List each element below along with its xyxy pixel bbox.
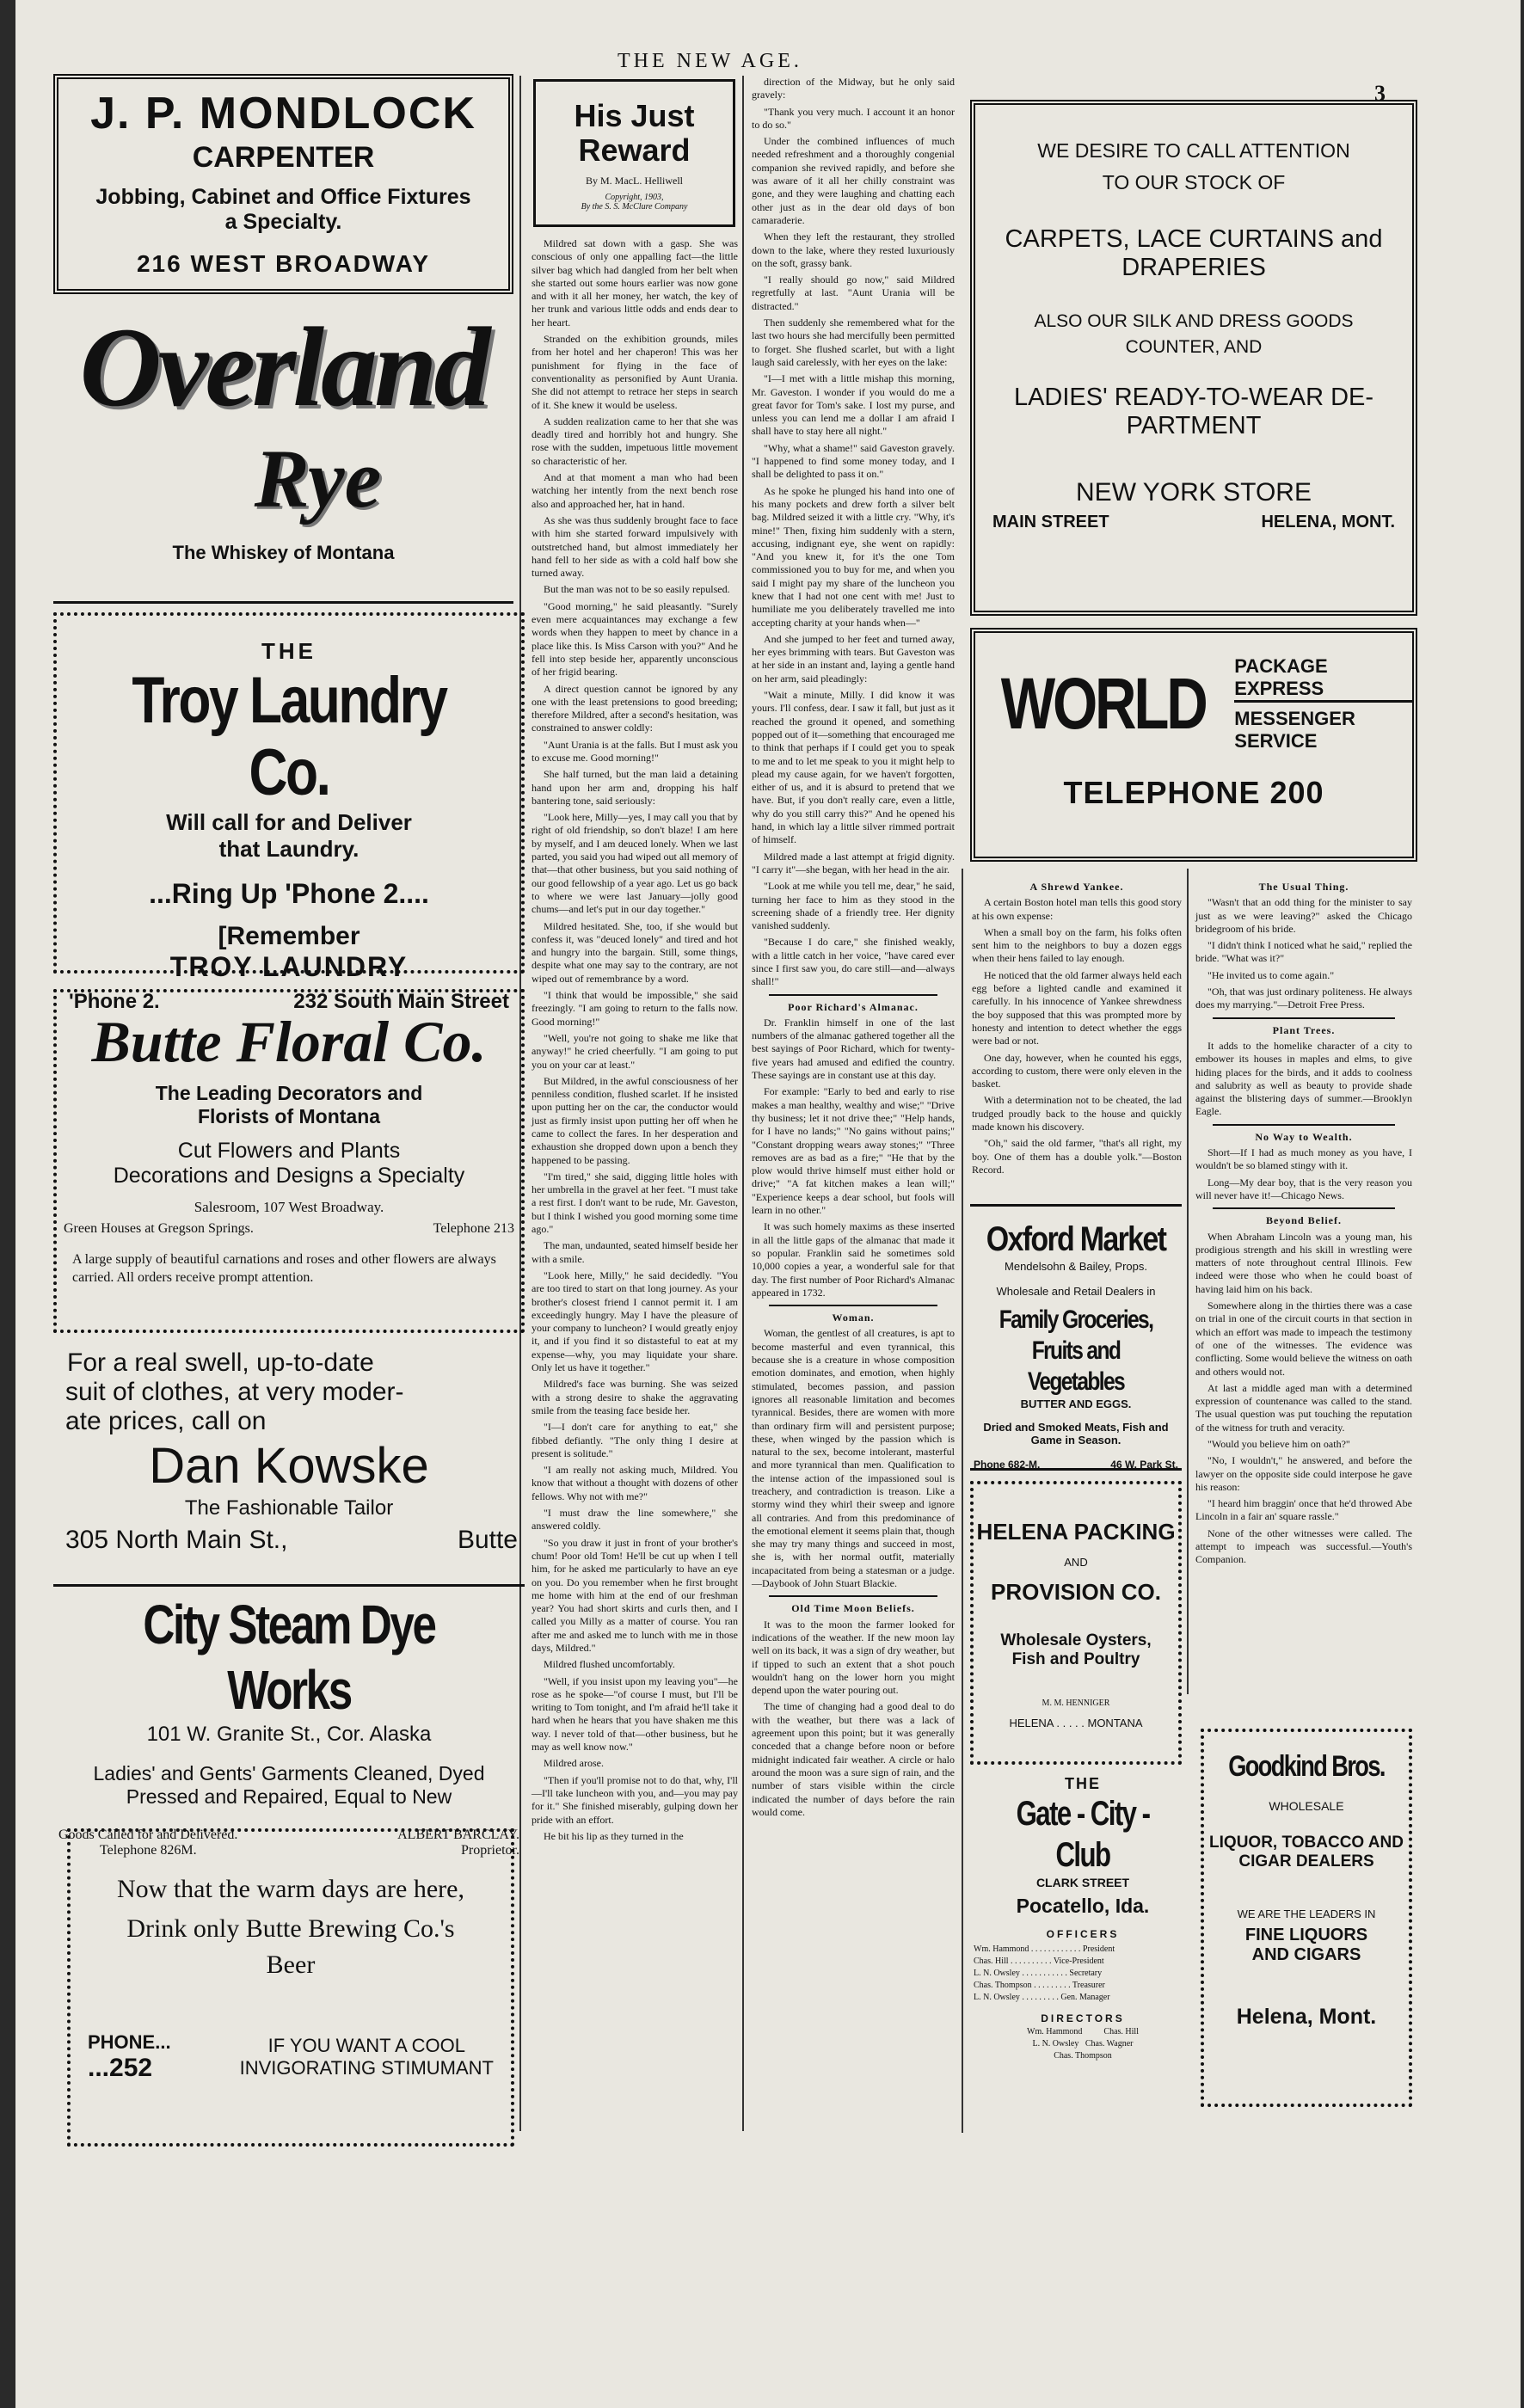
ad-line: Will call for and Deliver xyxy=(166,809,412,835)
ad-line: CIGAR DEALERS xyxy=(1238,1852,1374,1870)
paragraph: "Why, what a shame!" said Gaveston gravely. "I happened to find some money today, and I shall be delighted to pass it on." xyxy=(752,441,955,481)
ad-line: Family Groceries, xyxy=(999,1305,1153,1334)
ad-prop-title: Proprietor. xyxy=(461,1843,519,1858)
ad-kowske xyxy=(53,1348,525,1581)
paragraph: With a determination not to be cheated, the lad trudged proudly back to the house and quickly made known his discovery. xyxy=(972,1094,1182,1133)
ad-butte-brewing xyxy=(67,1828,514,2147)
short-items-right xyxy=(1195,875,1412,1691)
ad-tagline: The Whiskey of Montana xyxy=(172,542,395,563)
ad-trade: The Fashionable Tailor xyxy=(184,1496,394,1520)
paragraph: "I'm tired," she said, digging little holes with her umbrella in the gravel at her feet. "I must take a rest first. I don't want to be rude, Mr. Gaveston, but I think I wished you good morning some time ago." xyxy=(532,1170,738,1236)
paragraph: "Wait a minute, Milly. I did know it was yours. I'll confess, dear. I saw it fall, but just as it reached the ground it opened, and something popped out of it—something that encouraged me to think that perhaps if I could get you to speak to me and to let me speak to you it might help to plead my cause again, for we haven't forgotten, either of us, and it is absurd to pretend that we have. But, if you don't really care, even a little, why do you still carry this?" And he opened his hand, in which lay a little silver rimmed portrait of himself. xyxy=(752,689,955,846)
ad-city-steam-dye xyxy=(53,1584,525,1858)
ad-line: that Laundry. xyxy=(218,836,359,862)
ad-oxford-market xyxy=(970,1204,1182,1471)
ad-the: THE xyxy=(1065,1775,1101,1792)
ad-line: suit of clothes, at very moder- xyxy=(65,1378,404,1406)
paragraph: "Oh," said the old farmer, "that's all right, my boy. One of them has a double yolk."—Boston Record. xyxy=(972,1137,1182,1176)
paragraph: It was to the moon the farmer looked for indications of the weather. If the new moon lay well on its back, it was a sign of dry weather, but if tipped to such an extent that a shot pouch wouldn't hang on the lower horn you might depend upon the water pouring out. xyxy=(752,1618,955,1697)
ad-name: Goodkind Bros. xyxy=(1228,1750,1385,1783)
ad-line: Fish and Poultry xyxy=(1011,1650,1140,1668)
column-divider xyxy=(742,76,744,2131)
paragraph: Under the combined influences of much needed refreshment and a thoroughly congenial companion she revived rapidly, and before she was aware of it all her chilly constraint was gone, and they were laughing and chatting each other just as in the dear old days of bon camaraderie. xyxy=(752,135,955,226)
roster-entry: Wm. Hammond Chas. Hill xyxy=(1027,2027,1139,2036)
story-column-1 xyxy=(532,237,738,2135)
ad-line: ate prices, call on xyxy=(65,1407,267,1435)
ad-line: Now that the warm days are here, xyxy=(116,1875,464,1903)
ad-name: Oxford Market xyxy=(986,1220,1166,1258)
paragraph: "Wasn't that an odd thing for the minister to say just as we were leaving?" asked the Chicago bridegroom of his bride. xyxy=(1195,896,1412,935)
paragraph: A direct question cannot be ignored by any one with the least pretensions to good breeding; therefore Mildred, after a second's hesitation, was constrained to answer coldly: xyxy=(532,682,738,734)
paragraph: "Aunt Urania is at the falls. But I must ask you to excuse me. Good morning!" xyxy=(532,738,738,764)
ad-new-york-store xyxy=(970,100,1417,616)
ad-note: A large supply of beautiful carnations and roses and other flowers are always carried. All orders receive prompt attention. xyxy=(72,1252,496,1285)
paragraph: It adds to the homelike character of a city to embower its houses in maples and elms, to give hiding places for the birds, and it adds to coolness and salubrity as well as beauty to provide shade against the blistering days of summer.—Brooklyn Eagle. xyxy=(1195,1039,1412,1118)
ad-line: LIQUOR, TOBACCO AND xyxy=(1209,1834,1404,1852)
ad-line: Florists of Montana xyxy=(197,1105,381,1127)
article-heading: Poor Richard's Almanac. xyxy=(788,1000,919,1013)
ad-line: BUTTER AND EGGS. xyxy=(1020,1398,1132,1410)
story-title: Reward xyxy=(578,132,691,168)
ad-brand: Rye xyxy=(254,433,382,525)
paragraph: He noticed that the old farmer always held each egg before a lighted candle and examined it carefully. In his innocence of Yankee shrewdness the boy supposed that this was prompted more by honesty and intention to detect whether the eggs were bad or not. xyxy=(972,968,1182,1047)
paragraph: Long—My dear boy, that is the very reason you will never have it!—Chicago News. xyxy=(1195,1176,1412,1201)
ad-address: 216 WEST BROADWAY xyxy=(136,250,431,277)
paragraph: And she jumped to her feet and turned away, her eyes brimming with tears. But Gaveston was at her side in an instant and, laying a gentle hand on her arm, said pleadingly: xyxy=(752,632,955,685)
ad-beer: Beer xyxy=(266,1950,316,1979)
ad-line: a Specialty. xyxy=(224,210,342,234)
paragraph: "I think that would be impossible," she said freezingly. "I am going to return to the falls now. Good morning!" xyxy=(532,989,738,1028)
ad-name: Dan Kowske xyxy=(149,1438,429,1494)
ad-line: LADIES' READY-TO-WEAR DE- xyxy=(1013,384,1374,411)
paragraph: Woman, the gentlest of all creatures, is apt to become masterful and even tyrannical, this because she is a creature in whose composition emotion dominates, and emotion, when highly stimulated, becomes passion, and passion ignores all reasonable limitation and becomes tyrannical. Besides, there are women with more than ordinary firm will and persistent purpose; these, when winged by the passion which is natural to the sex, become intolerant, masterful and more tyrannical than men. Qualification to the intense action of the impassioned soul is treachery, and contradiction is treason. Like a stormy wind they whirl their sweep and ignore all contraries. And from this predominance of the emotional element it seems plain that, though she may try many things and succeed in most, she is, with her normal outfit, materially incapacitated from being a statesman or a judge.—Daybook of John Stuart Blackie. xyxy=(752,1327,955,1590)
ad-salesroom: Salesroom, 107 West Broadway. xyxy=(194,1199,384,1215)
ad-city: Butte xyxy=(457,1526,518,1554)
paragraph: A sudden realization came to her that she was deadly tired and horribly hot and hungry. She rose with the sudden, impetuous little movement so characteristic of her. xyxy=(532,415,738,467)
story-column-2 xyxy=(752,76,955,2135)
column-divider xyxy=(962,869,963,2133)
paragraph: "I must draw the line somewhere," she answered coldly. xyxy=(532,1507,738,1533)
ad-street: MAIN STREET xyxy=(992,513,1109,531)
paragraph: When Abraham Lincoln was a young man, his prodigious strength and his skill in wrestling were matters of note throughout central Illinois. Few indeed were those who when he could boast of having laid him on his back. xyxy=(1195,1230,1412,1295)
paragraph: Mildred hesitated. She, too, if she would but confess it, was "deuced lonely" and tired and hot and hungry into the bargain. Still, some things, despite what one may say to the contrary, are not wiped out of remembrance by a word. xyxy=(532,919,738,985)
page-number: 3 xyxy=(1374,81,1386,106)
paragraph: Stranded on the exhibition grounds, miles from her hotel and her chaperon! This was her punishment for flying in the face of conventionality as personified by Aunt Urania. She did not attempt to retrace her steps in search of it. She knew it would be useless. xyxy=(532,333,738,411)
ad-line: WHOLESALE xyxy=(1269,1799,1344,1813)
paragraph: The man, undaunted, seated himself beside her with a smile. xyxy=(532,1239,738,1265)
ad-troy-laundry xyxy=(53,612,525,1013)
article-heading: Old Time Moon Beliefs. xyxy=(791,1602,915,1615)
ad-line: Wholesale Oysters, xyxy=(1000,1631,1152,1649)
ad-trade: CARPENTER xyxy=(192,141,375,174)
paragraph: None of the other witnesses were called. The attempt to impeach was successful.—Youth's Companion. xyxy=(1195,1526,1412,1566)
short-items-left xyxy=(972,875,1182,1202)
roster-entry: Chas. Thompson xyxy=(1054,2051,1112,2061)
article-divider xyxy=(769,1595,937,1597)
roster-entry: Chas. Hill . . . . . . . . . . Vice-President xyxy=(974,1956,1104,1966)
paragraph: At last a middle aged man with a determined expression of countenance was called to the stand. The usual question was put touching the reputation of the witness for truth and veracity. xyxy=(1195,1381,1412,1434)
ad-telephone: Telephone 826M. xyxy=(100,1843,197,1858)
ad-line: Decorations and Designs a Specialty xyxy=(113,1164,465,1188)
ad-city: HELENA, MONT. xyxy=(1261,513,1395,531)
paragraph: It was such homely maxims as these inserted in all the little gaps of the almanac that made it so popular. Franklin said he sometimes sold 10,000 copies a year, a wonderful sale for that day. The first number of Poor Richard's Almanac appeared in 1732. xyxy=(752,1220,955,1299)
ad-directors-list xyxy=(970,2024,1195,2062)
paragraph: "Look here, Milly," he said decidedly. "You are too tired to start on that long journey. As your brother's closest friend I cannot permit it. I am exceedingly hungry. May I have the pleasure of your company to luncheon? I would greatly enjoy it, and if you find it so distasteful to eat at my expense—why, you may liquidate your share. Only let us have it together." xyxy=(532,1268,738,1374)
paragraph: "No, I wouldn't," he answered, and before the lawyer on the opposite side could interpose he gave his reason: xyxy=(1195,1454,1412,1493)
ad-line: FINE LIQUORS xyxy=(1244,1926,1368,1944)
ad-line: Fruits and Vegetables xyxy=(1027,1336,1125,1396)
story-byline: By M. MacL. Helliwell xyxy=(586,175,683,187)
ad-address: 305 North Main St., xyxy=(65,1526,288,1554)
roster-entry: Chas. Thompson . . . . . . . . . Treasurer xyxy=(974,1981,1105,1990)
ad-props: Mendelsohn & Bailey, Props. xyxy=(1005,1260,1147,1273)
article-heading: Woman. xyxy=(832,1312,875,1324)
paragraph: But the man was not to be so easily repulsed. xyxy=(544,583,730,596)
ad-name: TROY LAUNDRY xyxy=(169,951,409,982)
ad-city: Pocatello, Ida. xyxy=(1016,1895,1150,1917)
paragraph: Dr. Franklin himself in one of the last numbers of the almanac gathered together all the best sayings of Poor Richard, which for twenty-five years had amused and edified the country. These sayings are in constant use at this day. xyxy=(752,1016,955,1082)
ad-line: Game in Season. xyxy=(1030,1434,1121,1447)
ad-line: INVIGORATING STIMUMANT xyxy=(239,2057,494,2079)
ad-officers-list xyxy=(970,1940,1195,2004)
ad-name: Gate - City - Club xyxy=(1016,1795,1150,1874)
paragraph: "Would you believe him on oath?" xyxy=(1208,1437,1350,1450)
ad-address: 101 W. Granite St., Cor. Alaska xyxy=(146,1723,432,1746)
paragraph: He bit his lip as they turned in the xyxy=(544,1829,684,1842)
paragraph: Mildred arose. xyxy=(544,1757,604,1770)
paragraph: When they left the restaurant, they strolled down to the lake, where they rested luxuriously on the soft, grassy bank. xyxy=(752,230,955,269)
ad-name: City Steam Dye Works xyxy=(143,1594,435,1721)
paragraph: Short—If I had as much money as you have, I wouldn't be so blamed stingy with it. xyxy=(1195,1146,1412,1172)
article-heading: Plant Trees. xyxy=(1272,1023,1336,1036)
ad-line: DRAPERIES xyxy=(1121,254,1266,281)
roster-entry: L. N. Owsley . . . . . . . . . Gen. Manager xyxy=(974,1993,1110,2002)
ad-name: Troy Laundry Co. xyxy=(132,664,446,809)
ad-line: PROVISION CO. xyxy=(991,1579,1161,1605)
paragraph: When a small boy on the farm, his folks often sent him to the neighbors to buy a dozen eggs when their hens failed to lay enough. xyxy=(972,925,1182,965)
story-title-box xyxy=(533,79,735,227)
ad-and: AND xyxy=(1064,1556,1088,1569)
ad-line: IF YOU WANT A COOL xyxy=(267,2035,466,2056)
article-heading: Beyond Belief. xyxy=(1266,1214,1342,1227)
ad-line: Dried and Smoked Meats, Fish and xyxy=(983,1421,1169,1434)
paragraph: Mildred sat down with a gasp. She was conscious of only one appalling fact—the little silver bag which had dangled from her belt when she started out some hours earlier was now gone and with it all her money, her watch, the key of her trunk and various little odds and ends dear to her heart. xyxy=(532,237,738,329)
paragraph: Then suddenly she remembered what for the last two hours she had mercifully been permitted to forget. She flushed scarlet, but with a light laugh said carelessly, with her eyes on the lake: xyxy=(752,316,955,368)
ad-name: J. P. MONDLOCK xyxy=(90,89,476,138)
ad-line: For a real swell, up-to-date xyxy=(67,1348,374,1377)
column-divider xyxy=(1187,869,1189,1694)
ad-line: COUNTER, AND xyxy=(1125,337,1263,357)
ad-line: Cut Flowers and Plants xyxy=(177,1139,401,1163)
newspaper-page xyxy=(15,0,1521,2408)
paragraph: As she was thus suddenly brought face to face with him she started forward impulsively with outstretched hand, but almost immediately her hand fell to her side as with a cold half bow she turned away. xyxy=(532,513,738,580)
ad-brand: Overland xyxy=(79,304,488,430)
ad-line: AND CIGARS xyxy=(1251,1945,1361,1964)
paragraph: "Thank you very much. I account it an honor to do so." xyxy=(752,105,955,131)
paragraph: "He invited us to come again." xyxy=(1208,968,1335,981)
ad-ring: ...Ring Up 'Phone 2.... xyxy=(149,878,429,909)
paragraph: Mildred's face was burning. She was seized with a strong desire to shake the aggravating smile from the teasing face beside her. xyxy=(532,1378,738,1416)
article-divider xyxy=(769,994,937,996)
ad-called: Goods Called for and Delivered. xyxy=(58,1828,238,1842)
article-divider xyxy=(1213,1017,1395,1019)
paragraph: "Then if you'll promise not to do that, why, I'll—I'll take luncheon with you, and—you may pay for it." She finished miserably, gulping down her pride with an effort. xyxy=(532,1773,738,1826)
ad-line: Drink only Butte Brewing Co.'s xyxy=(126,1914,455,1943)
article-heading: The Usual Thing. xyxy=(1258,881,1349,893)
paragraph: "I really should go now," said Mildred regretfully at last. "Aunt Urania will be distracted." xyxy=(752,273,955,312)
article-divider xyxy=(1213,1124,1395,1126)
article-heading: No Way to Wealth. xyxy=(1255,1130,1353,1143)
ad-phone-label: PHONE... xyxy=(88,2031,171,2053)
ad-butte-floral xyxy=(53,989,525,1333)
paragraph: For example: "Early to bed and early to rise makes a man healthy, wealthy and wise;" "Drive thy business; let it not drive thee;" "Help hands, for I have no lands;" "No gains without pains;" "Constant dropping wears away stones;" "Three removes are as bad as a fire;" "He that by the plow would thrive himself must either hold or drive;" "A fat kitchen makes a lean will;" "Experience keeps a dear school, but fools will learn in no other." xyxy=(752,1085,955,1217)
ad-address: 232 South Main Street xyxy=(293,990,509,1013)
ad-line: Pressed and Repaired, Equal to New xyxy=(126,1785,452,1808)
ad-line: Ladies' and Gents' Garments Cleaned, Dyed xyxy=(93,1762,485,1784)
article-heading: A Shrewd Yankee. xyxy=(1029,881,1124,893)
paragraph: Mildred flushed uncomfortably. xyxy=(544,1658,675,1671)
paragraph: direction of the Midway, but he only said gravely: xyxy=(752,76,955,101)
ad-line: PACKAGE EXPRESS xyxy=(1234,655,1412,703)
roster-entry: Wm. Hammond . . . . . . . . . . . . President xyxy=(974,1944,1115,1954)
ad-line: HELENA PACKING xyxy=(976,1519,1176,1545)
ad-line: PARTMENT xyxy=(1126,412,1262,439)
paragraph: "So you draw it just in front of your brother's chum! Poor old Tom! He'll be cut up when I tell him, for he asked me particularly to have an eye on you. Do you remember when he first brought me home with him at the end of our freshman year? You had short skirts and curls then, and I called you Milly as a matter of course. You ran after me and asked me to lunch with me in those days, Mildred." xyxy=(532,1536,738,1654)
ad-line: CARPETS, LACE CURTAINS and xyxy=(1005,225,1383,253)
paragraph: "Well, if you insist upon my leaving you"—he rose as he spoke—"of course I must, but I'll be writing to Tom tonight, and I'm afraid he'll take it hard when he hears that you have shaken me this way. I never told of that—other business, but he may as well know now." xyxy=(532,1674,738,1754)
paragraph: "Look here, Milly—yes, I may call you that by right of old friendship, so don't blaze! I am here by myself, and I am deuced lonely. When we last parted, you said you had wiped out all memory of that—that other business, but you said nothing of our good fellowship of a year ago. Let us go back to where we were last January—jolly good chums—and let's put in our day together." xyxy=(532,811,738,916)
ad-line: MESSENGER SERVICE xyxy=(1234,708,1355,752)
paragraph: "I didn't think I noticed what he said," replied the bride. "What was it?" xyxy=(1195,939,1412,965)
ad-overland xyxy=(53,303,513,604)
ad-telephone: TELEPHONE 200 xyxy=(1063,775,1324,810)
article-divider xyxy=(1213,1207,1395,1209)
ad-line: Wholesale and Retail Dealers in xyxy=(996,1285,1156,1298)
ad-remember: [Remember xyxy=(218,922,360,950)
paragraph: The time of changing had a good deal to do with the weather, but there was a lack of agreement upon this point; but it was generally conceded that a change before noon or before midnight indicated fair weather. A circle or halo around the moon was a sure sign of rain, and the number of stars visible within the circle indicated the number of days before the rain would come. xyxy=(752,1700,955,1818)
ad-name: NEW YORK STORE xyxy=(1076,478,1312,507)
ad-the: THE xyxy=(261,638,316,664)
ad-line: TO OUR STOCK OF xyxy=(1102,171,1286,194)
ad-street: CLARK STREET xyxy=(1035,1876,1130,1889)
ad-helena-packing xyxy=(970,1481,1182,1765)
paragraph: She half turned, but the man laid a detaining hand upon her arm and, dropping his half bantering tone, said seriously: xyxy=(532,768,738,807)
masthead: THE NEW AGE. xyxy=(618,50,802,72)
ad-directors-label: DIRECTORS xyxy=(1041,2012,1125,2024)
paragraph: As he spoke he plunged his hand into one of his many pockets and drew forth a silver belt bag. Mildred seized it with a little cry. "Why, it's mine!" Then, fixing him suddenly with a stern, accusing, indignant eye, she went on rapidly: "And you knew it, for it's the one Tom commissioned you to buy for me, and when you said I might pay my share of the luncheon you knew that I had not one cent with me! Just to humiliate me you deliberately travelled me into accepting charity at your hands when—" xyxy=(752,484,955,629)
story-copyright: By the S. S. McClure Company xyxy=(581,202,688,212)
paragraph: But Mildred, in the awful consciousness of her penniless condition, flushed scarlet. If he insisted upon putting her on the car, the conductor would just as firmly insist upon putting her off when he came to collect the fares. In her desperation and exhaustion she dropped down upon a bench they happened to be passing. xyxy=(532,1074,738,1166)
roster-entry: L. N. Owsley Chas. Wagner xyxy=(1032,2039,1134,2049)
ad-line: WE DESIRE TO CALL ATTENTION xyxy=(1037,139,1350,162)
ad-goodkind-bros xyxy=(1201,1729,1412,2107)
paragraph: "I—I don't care for anything to eat," she fibbed defiantly. "The only thing I desire at present is solitude." xyxy=(532,1421,738,1459)
paragraph: "Look at me while you tell me, dear," he said, turning her face to him as they stood in the screening shade of a friendly tree. Her dignity vanished suddenly. xyxy=(752,880,955,932)
ad-line: The Leading Decorators and xyxy=(155,1082,423,1104)
paragraph: "I am really not asking much, Mildred. You know that without a thought with dozens of other fellows. Why not with me?" xyxy=(532,1464,738,1502)
ad-city: HELENA . . . . . MONTANA xyxy=(1009,1717,1143,1729)
paragraph: "Well, you're not going to shake me like that anyway!" he cried cheerfully. "I am going to put you on your car at least." xyxy=(532,1031,738,1071)
ad-world-express xyxy=(970,628,1417,862)
ad-name: Butte Floral Co. xyxy=(91,1009,487,1074)
paragraph: One day, however, when he counted his eggs, according to custom, there were only eleven in the basket. xyxy=(972,1051,1182,1090)
paragraph: "Oh, that was just ordinary politeness. He always does my marrying."—Detroit Free Press. xyxy=(1195,986,1412,1011)
paragraph: "I—I met with a little mishap this morning, Mr. Gaveston. I wonder if you would do me a great favor for Tom's sake. I lost my purse, and unless you can lend me a dollar I am afraid I shall have to stay here all night." xyxy=(752,372,955,438)
story-title: His Just xyxy=(574,98,695,133)
ad-phone: Phone 682-M. xyxy=(974,1459,1041,1471)
ad-manager: M. M. HENNIGER xyxy=(1042,1698,1110,1708)
ad-city: Helena, Mont. xyxy=(1236,2005,1377,2029)
ad-phone: 'Phone 2. xyxy=(69,990,160,1013)
ad-officers-label: OFFICERS xyxy=(1046,1928,1120,1940)
ad-line: Jobbing, Cabinet and Office Fixtures xyxy=(95,185,471,209)
ad-gate-city-club xyxy=(970,1772,1195,2133)
paragraph: "I heard him braggin' once that he'd throwed Abe Lincoln in a fair an' square rassle." xyxy=(1195,1497,1412,1523)
paragraph: Somewhere along in the thirties there was a case on trial in one of the circuit courts in that section in which an effort was made to impeach the testimony of one of the witnesses. The evidence was conflicting. Some would believe the witness on oath and others would not. xyxy=(1195,1299,1412,1378)
roster-entry: L. N. Owsley . . . . . . . . . . . Secretary xyxy=(974,1969,1103,1978)
paragraph: "Good morning," he said pleasantly. "Surely even mere acquaintances may exchange a few words when they happen to meet by chance in a place like this. Is Miss Carson with you?" And he fell into step beside her, apparently unconscious of her frigid bearing. xyxy=(532,599,738,679)
article-divider xyxy=(769,1305,937,1306)
paragraph: A certain Boston hotel man tells this good story at his own expense: xyxy=(972,896,1182,922)
ad-phone: ...252 xyxy=(88,2054,153,2082)
paragraph: "Because I do care," she finished weakly, with a little catch in her voice, "have cared ever since I first saw you, do care still—and—always shall!" xyxy=(752,936,955,988)
ad-address: 46 W. Park St. xyxy=(1110,1459,1178,1471)
paragraph: Mildred made a last attempt at frigid dignity. "I carry it"—she began, with her head in the air. xyxy=(752,850,955,875)
ad-proprietor: ALBERT BARCLAY. xyxy=(397,1828,519,1842)
story-copyright: Copyright, 1903, xyxy=(605,193,664,202)
ad-name: WORLD xyxy=(1000,663,1206,744)
paragraph: And at that moment a man who had been watching her intently from the next bench rose also and approached her, hat in hand. xyxy=(532,471,738,510)
ad-greenhouse: Green Houses at Gregson Springs. xyxy=(64,1221,254,1236)
ad-mondlock xyxy=(53,74,513,294)
ad-telephone: Telephone 213 xyxy=(433,1221,514,1236)
ad-line: ALSO OUR SILK AND DRESS GOODS xyxy=(1034,311,1354,331)
ad-line: WE ARE THE LEADERS IN xyxy=(1237,1907,1376,1920)
